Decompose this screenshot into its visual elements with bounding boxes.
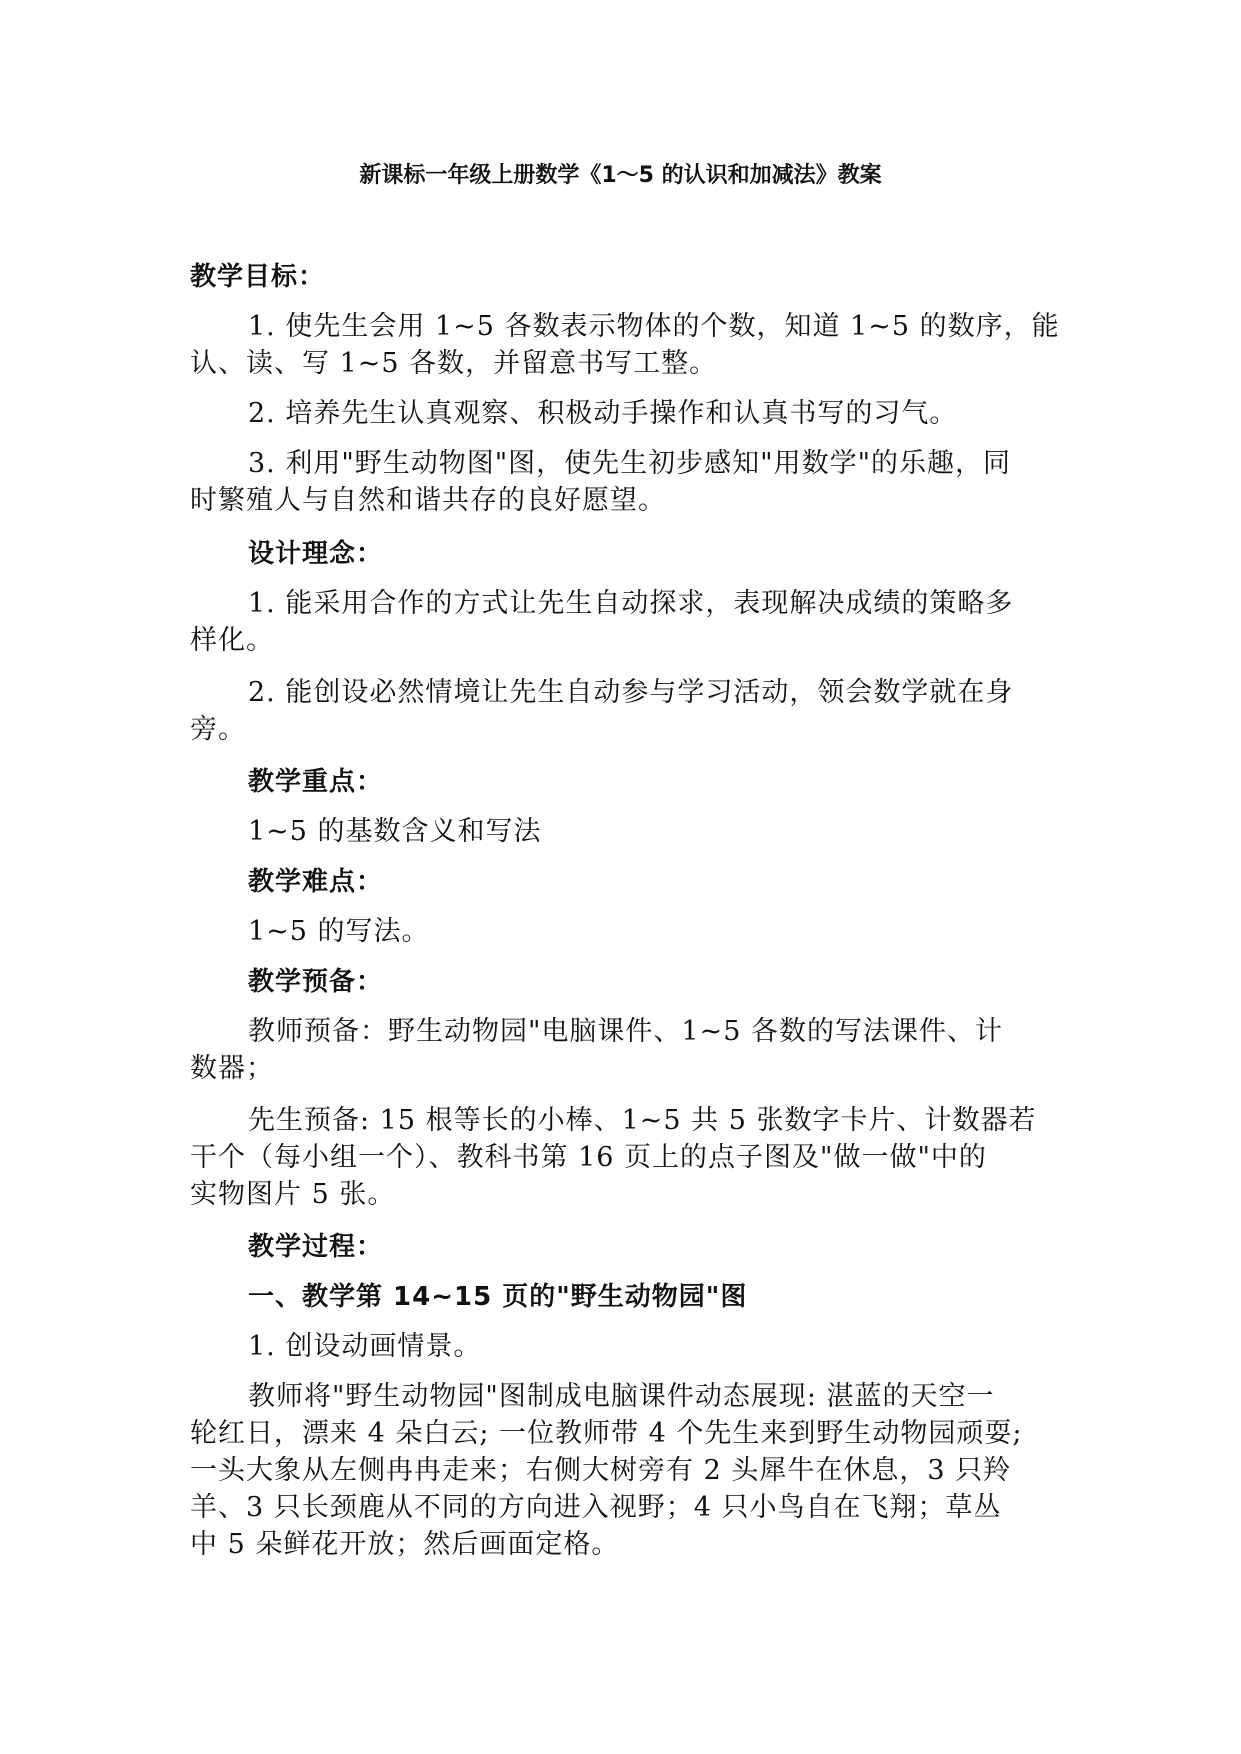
heading-teaching-goals: 教学目标： (190, 262, 326, 292)
paragraph-line: 旁。 (190, 714, 246, 745)
heading-teaching-focus: 教学重点： (248, 767, 384, 797)
paragraph-line: 2. 能创设必然情境让先生自动参与学习活动，领会数学就在身 (248, 677, 1014, 708)
paragraph-line: 教师预备：野生动物园"电脑课件、1~5 各数的写法课件、计 (248, 1016, 1003, 1047)
paragraph-line: 认、读、写 1~5 各数，并留意书写工整。 (190, 348, 718, 379)
paragraph-line: 1. 创设动画情景。 (248, 1331, 482, 1362)
paragraph-line: 干个（每小组一个）、教科书第 16 页上的点子图及"做一做"中的 (190, 1142, 987, 1173)
paragraph-line: 2. 培养先生认真观察、积极动手操作和认真书写的习气。 (248, 398, 958, 429)
paragraph-line: 先生预备: 15 根等长的小棒、1~5 共 5 张数字卡片、计数器若 (248, 1105, 1037, 1136)
heading-teaching-preparation: 教学预备： (248, 967, 384, 997)
heading-design-concept: 设计理念： (248, 539, 384, 569)
paragraph-line: 1. 使先生会用 1~5 各数表示物体的个数，知道 1~5 的数序，能 (248, 311, 1060, 342)
paragraph-line: 时繁殖人与自然和谐共存的良好愿望。 (190, 485, 666, 516)
paragraph-line: 1~5 的写法。 (248, 916, 430, 947)
section-heading-1: 一、教学第 14~15 页的"野生动物园"图 (248, 1282, 748, 1312)
document-title: 新课标一年级上册数学《1～5 的认识和加减法》教案 (359, 163, 882, 188)
paragraph-line: 样化。 (190, 625, 274, 656)
paragraph-line: 轮红日，漂来 4 朵白云; 一位教师带 4 个先生来到野生动物园顽耍; (190, 1418, 1023, 1449)
paragraph-line: 1. 能采用合作的方式让先生自动探求，表现解决成绩的策略多 (248, 588, 1014, 619)
paragraph-line: 一头大象从左侧冉冉走来；右侧大树旁有 2 头犀牛在休息，3 只羚 (190, 1455, 1012, 1486)
paragraph-line: 教师将"野生动物园"图制成电脑课件动态展现: 湛蓝的天空一 (248, 1381, 995, 1412)
paragraph-line: 数器； (190, 1053, 274, 1084)
paragraph-line: 实物图片 5 张。 (190, 1179, 396, 1210)
paragraph-line: 3. 利用"野生动物图"图，使先生初步感知"用数学"的乐趣，同 (248, 448, 1012, 479)
heading-teaching-difficulty: 教学难点： (248, 867, 384, 897)
paragraph-line: 羊、3 只长颈鹿从不同的方向进入视野；4 只小鸟自在飞翔；草丛 (190, 1492, 1002, 1523)
paragraph-line: 中 5 朵鲜花开放；然后画面定格。 (190, 1529, 620, 1560)
paragraph-line: 1~5 的基数含义和写法 (248, 816, 542, 847)
heading-teaching-process: 教学过程： (248, 1232, 384, 1262)
